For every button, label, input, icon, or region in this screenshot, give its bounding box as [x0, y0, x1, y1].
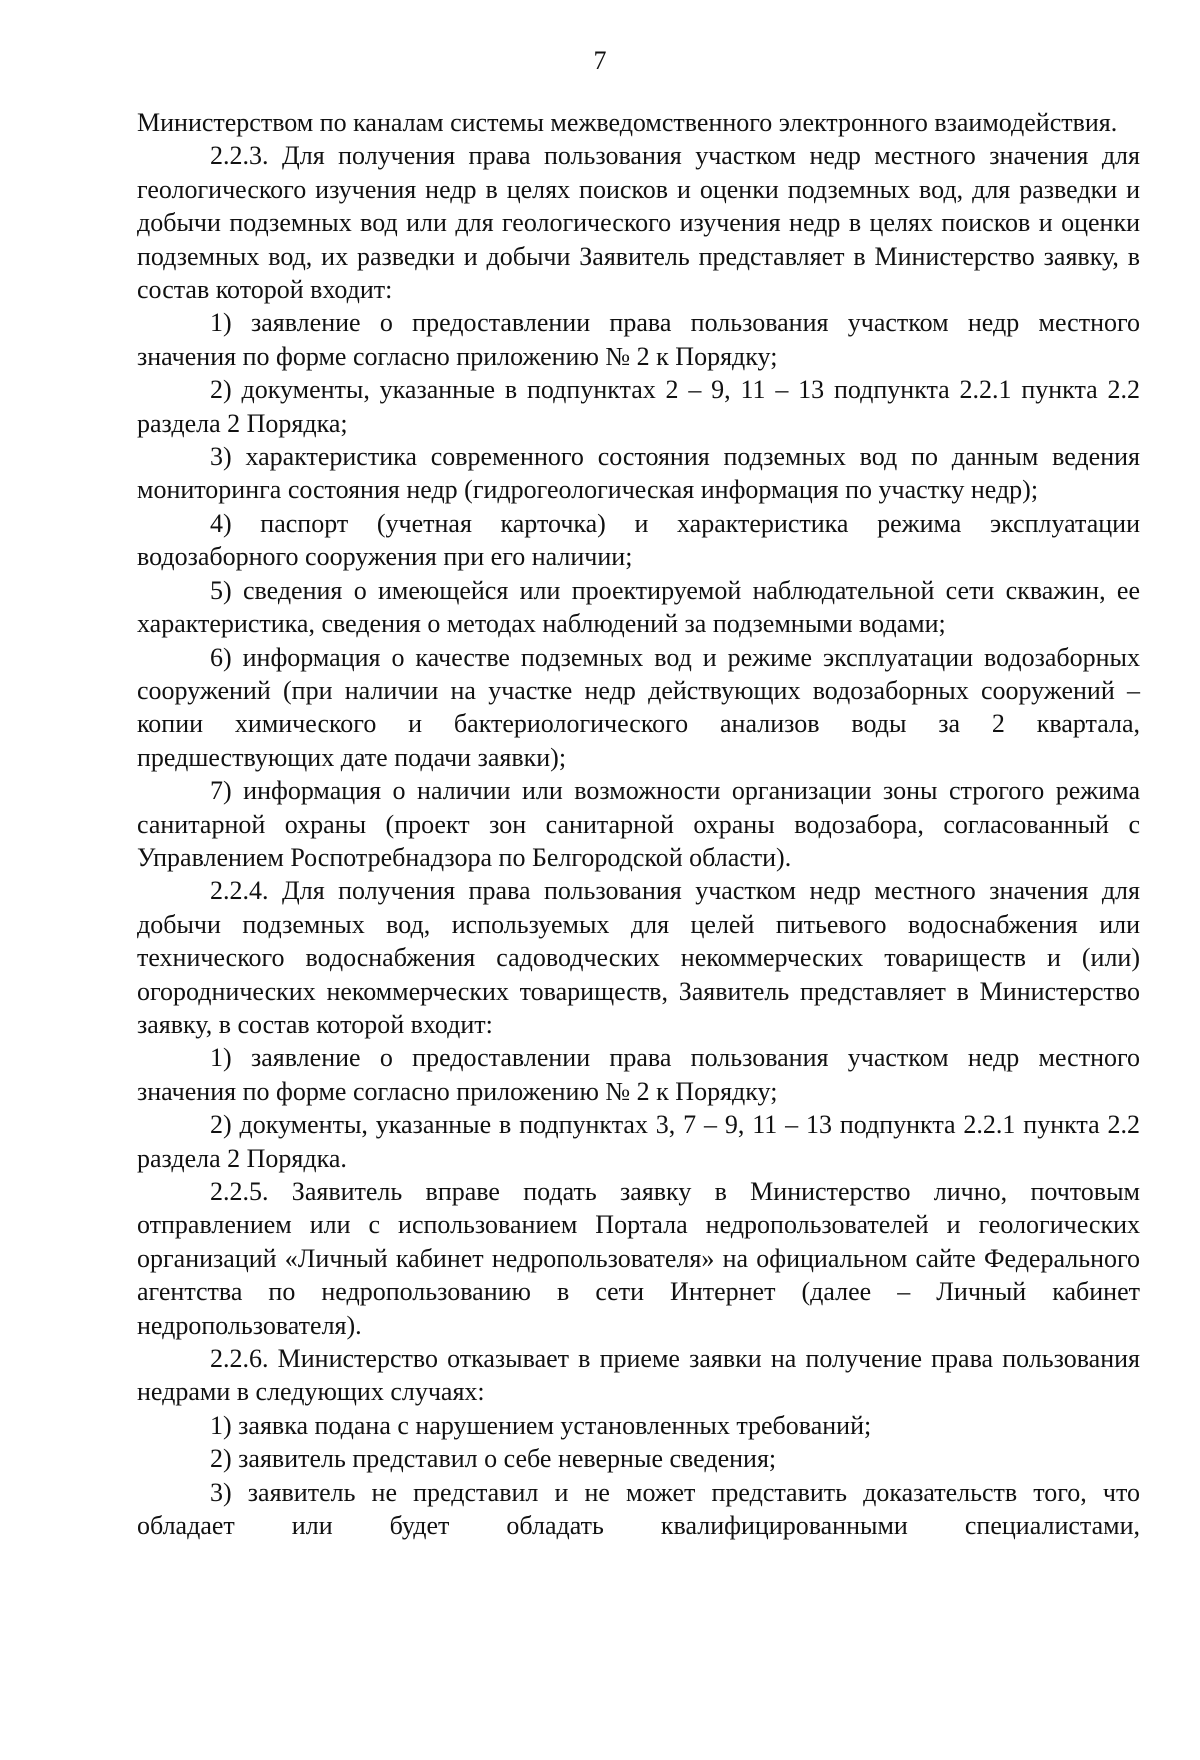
paragraph: Министерством по каналам системы межведомственного электронного взаимодействия. — [137, 108, 1118, 137]
paragraph: 1) заявление о предоставлении права пользования участком недр местного значения по форме согласно приложению № 2 к Порядку; — [137, 1043, 1140, 1106]
paragraph: 2.2.6. Министерство отказывает в приеме заявки на получение права пользования недрами в следующих случаях: — [137, 1344, 1140, 1407]
paragraph: 1) заявка подана с нарушением установленных требований; — [210, 1410, 872, 1440]
paragraph: 4) паспорт (учетная карточка) и характеристика режима эксплуатации водозаборного сооружения при его наличии; — [137, 508, 1140, 572]
paragraph: 3) заявитель не представил и не может представить доказательств того, что обладает или будет обладать квалифицированными специалистами, — [137, 1477, 1140, 1541]
paragraph: 5) сведения о имеющейся или проектируемой наблюдательной сети скважин, ее характеристика, сведения о методах наблюдений за подземными водами; — [137, 575, 1140, 639]
paragraph: 2.2.3. Для получения права пользования участком недр местного значения для геологического изучения недр в целях поисков и оценки подземных вод, для разведки и добычи подземных вод или для геологического изучения недр в целях поисков и оценки подземных вод, их разведки и добычи Заявитель представляет в Министерство заявку, в состав которой входит: — [137, 141, 1140, 305]
page-number: 7 — [593, 46, 607, 75]
document-body — [137, 106, 1140, 1542]
paragraph: 2) документы, указанные в подпунктах 2 – 9, 11 – 13 подпункта 2.2.1 пункта 2.2 раздела 2 Порядка; — [137, 375, 1140, 438]
paragraph: 1) заявление о предоставлении права пользования участком недр местного значения по форме согласно приложению № 2 к Порядку; — [137, 308, 1140, 371]
paragraph: 2.2.4. Для получения права пользования участком недр местного значения для добычи подземных вод, используемых для целей питьевого водоснабжения или технического водоснабжения садоводческих некоммерческих товариществ и (или) огороднических некоммерческих товариществ, Заявитель представляет в Министерство заявку, в состав которой входит: — [137, 876, 1140, 1039]
paragraph: 3) характеристика современного состояния подземных вод по данным ведения мониторинга состояния недр (гидрогеологическая информация по участку недр); — [137, 442, 1140, 505]
paragraph: 2.2.5. Заявитель вправе подать заявку в Министерство лично, почтовым отправлением или с использованием Портала недропользователей и геологических организаций «Личный кабинет недропользователя» на официальном сайте Федерального агентства по недропользованию в сети Интернет (далее – Личный кабинет недропользователя). — [137, 1177, 1140, 1340]
paragraph: 2) заявитель представил о себе неверные сведения; — [210, 1444, 777, 1474]
paragraph: 2) документы, указанные в подпунктах 3, 7 – 9, 11 – 13 подпункта 2.2.1 пункта 2.2 раздела 2 Порядка. — [137, 1110, 1140, 1173]
paragraph: 6) информация о качестве подземных вод и режиме эксплуатации водозаборных сооружений (при наличии на участке недр действующих водозаборных сооружений – копии химического и бактериологического анализов воды за 2 квартала, предшествующих дате подачи заявки); — [137, 642, 1140, 772]
paragraph: 7) информация о наличии или возможности организации зоны строгого режима санитарной охраны (проект зон санитарной охраны водозабора, согласованный с Управлением Роспотребнадзора по Белгородской области). — [137, 776, 1140, 872]
